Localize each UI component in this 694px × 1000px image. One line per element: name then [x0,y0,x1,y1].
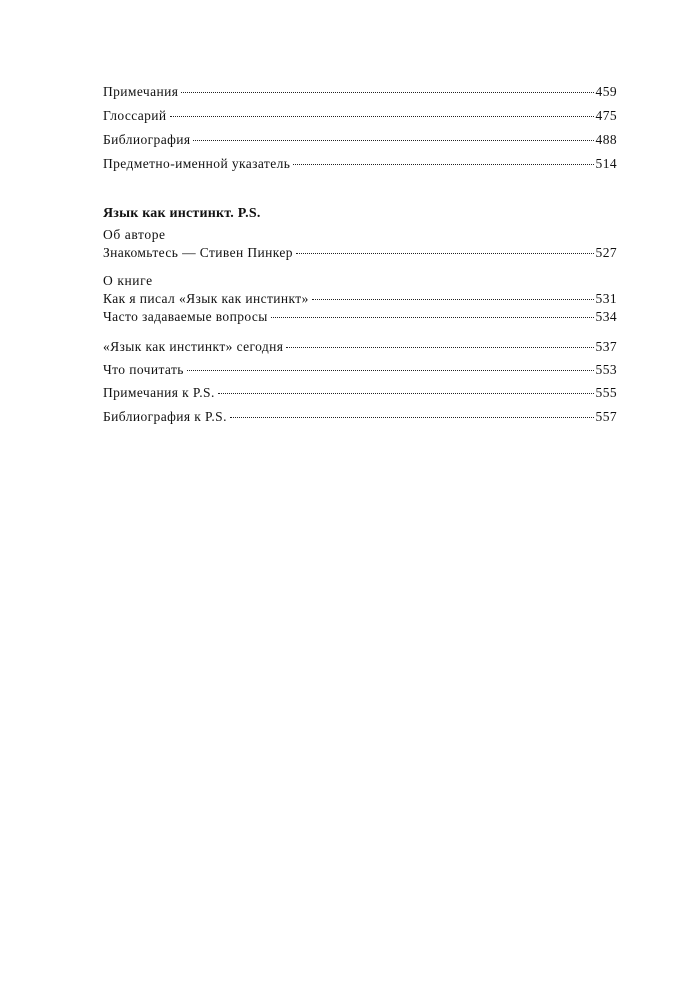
toc-entry-title: Глоссарий [103,108,167,123]
toc-entry-page: 553 [595,362,617,377]
toc-entry-title: Библиография [103,132,191,147]
dot-leader [170,116,594,117]
toc-entry-title: Как я писал «Язык как инстинкт» [103,291,309,306]
toc-entry-title: Примечания [103,84,179,99]
dot-leader [286,347,593,348]
toc-entry-how-i-wrote[interactable] [103,290,617,308]
toc-entry-page: 534 [595,309,617,324]
toc-entry-meet-pinker[interactable] [103,244,617,262]
toc-entry-page: 537 [595,339,617,354]
toc-entry-notes[interactable] [103,83,617,101]
dot-leader [293,164,593,165]
toc-entry-ps-bibliography[interactable] [103,408,617,426]
toc-entry-index[interactable] [103,155,617,173]
toc-entry-title: «Язык как инстинкт» сегодня [103,339,284,354]
toc-entry-title: Примечания к P.S. [103,385,215,400]
toc-entry-further-reading[interactable] [103,361,617,379]
toc-entry-page: 459 [595,84,617,99]
dot-leader [181,92,593,93]
toc-entry-glossary[interactable] [103,107,617,125]
toc-entry-title: Что почитать [103,362,184,377]
toc-entry-today[interactable] [103,338,617,356]
toc-entry-page: 557 [595,409,617,424]
toc-entry-bibliography[interactable] [103,131,617,149]
toc-entry-page: 555 [595,385,617,400]
dot-leader [193,140,593,141]
toc-entry-title: Знакомьтесь — Стивен Пинкер [103,245,293,260]
dot-leader [187,370,594,371]
toc-entry-page: 514 [595,156,617,171]
toc-entry-page: 488 [595,132,617,147]
about-book-label: О книге [103,273,153,288]
toc-entry-page: 527 [595,245,617,260]
dot-leader [296,253,594,254]
toc-entry-title: Библиография к P.S. [103,409,227,424]
about-author-label: Об авторе [103,227,166,242]
toc-entry-faq[interactable] [103,308,617,326]
toc-entry-title: Предметно-именной указатель [103,156,291,171]
dot-leader [312,299,594,300]
ps-section-title: Язык как инстинкт. P.S. [103,206,261,221]
toc-entry-ps-notes[interactable] [103,384,617,402]
dot-leader [218,393,594,394]
toc-entry-page: 531 [595,291,617,306]
toc-entry-page: 475 [595,108,617,123]
toc-entry-title: Часто задаваемые вопросы [103,309,268,324]
dot-leader [271,317,594,318]
dot-leader [230,417,594,418]
